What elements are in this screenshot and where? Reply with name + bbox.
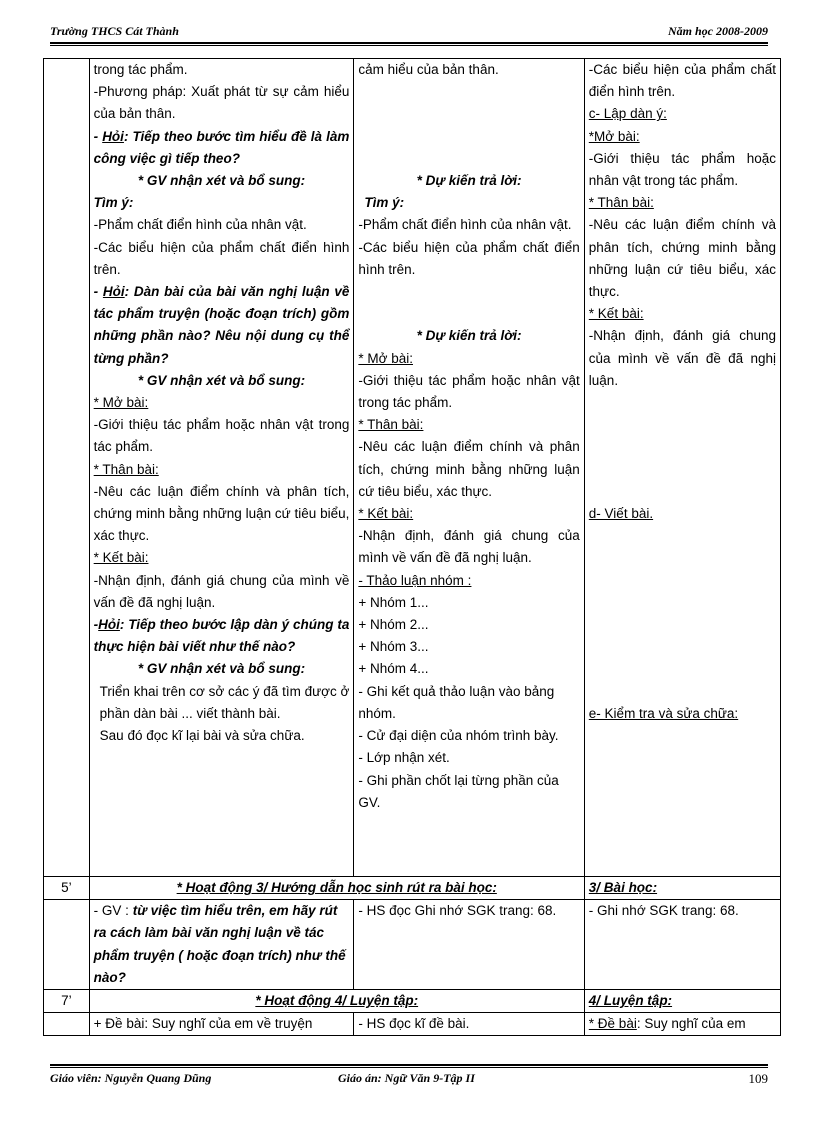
activity-title: * Hoạt động 3/ Hướng dẫn học sinh rút ra bài học:	[89, 877, 584, 900]
teacher-activity-cell: + Đề bài: Suy nghĩ của em về truyện	[89, 1013, 354, 1036]
page-number: 109	[748, 1071, 768, 1086]
activity-title: * Hoạt động 4/ Luyện tập:	[89, 990, 584, 1013]
footer-rule-thin	[50, 1067, 768, 1068]
student-activity-cell: cảm hiểu của bản thân. * Dự kiến trả lời: Tìm ý: -Phẩm chất điển hình của nhân vật. -Các biểu hiện của phẩm chất điển hình trên. * Dự kiến trả lời: * Mở bài: -Giới thiệu tác phẩm hoặc nhân vật trong tác phẩm. * Thân bài: -Nêu các luận điểm chính và phân tích, chứng minh bằng những luận cứ tiêu biểu, xác thực. * Kết bài: -Nhận định, đánh giá chung của mình về vấn đề đã nghị luận. - Thảo luận nhóm : + Nhóm 1... + Nhóm 2... + Nhóm 3... + Nhóm 4... - Ghi kết quả thảo luận vào bảng nhóm. - Cử đại diện của nhóm trình bày. - Lớp nhận xét. - Ghi phần chốt lại từng phần của GV.	[354, 59, 584, 877]
lesson-plan-title: Giáo án: Ngữ Văn 9-Tập II	[338, 1071, 475, 1085]
teacher-activity-cell: trong tác phẩm. -Phương pháp: Xuất phát từ sự cảm hiểu của bản thân. - Hỏi: Tiếp theo bước tìm hiểu đề là làm công việc gì tiếp theo? * GV nhận xét và bổ sung: Tìm ý: -Phẩm chất điển hình của nhân vật. -Các biểu hiện của phẩm chất điển hình trên. - Hỏi: Dàn bài của bài văn nghị luận về tác phẩm truyện (hoặc đoạn trích) gồm những phần nào? Nêu nội dung cụ thể từng phần? * GV nhận xét và bổ sung: * Mở bài: -Giới thiệu tác phẩm hoặc nhân vật trong tác phẩm. * Thân bài: -Nêu các luận điểm chính và phân tích, chứng minh bằng những luận cứ tiêu biểu, xác thực. * Kết bài: -Nhận định, đánh giá chung của mình về vấn đề đã nghị luận. -Hỏi: Tiếp theo bước lập dàn ý chúng ta thực hiện bài viết như thế nào? * GV nhận xét và bổ sung: Triển khai trên cơ sở các ý đã tìm được ở phần dàn bài ... viết thành bài. Sau đó đọc kĩ lại bài và sửa chữa.	[89, 59, 354, 877]
content-cell: * Đề bài: Suy nghĩ của em	[584, 1013, 780, 1036]
lesson-table	[43, 58, 781, 1036]
school-name: Trường THCS Cát Thành	[50, 24, 179, 38]
time-cell	[44, 59, 90, 877]
section-title: 4/ Luyện tập:	[584, 990, 780, 1013]
time-cell	[44, 900, 90, 990]
table-row	[44, 990, 781, 1013]
student-activity-cell: - HS đọc kĩ đề bài.	[354, 1013, 584, 1036]
content-cell: - Ghi nhớ SGK trang: 68.	[584, 900, 780, 990]
page-header	[50, 24, 768, 40]
table-row	[44, 1013, 781, 1036]
header-rule	[50, 42, 768, 44]
teacher-activity-cell: - GV : từ việc tìm hiểu trên, em hãy rút ra cách làm bài văn nghị luận về tác phẩm truyện ( hoặc đoạn trích) như thế nào?	[89, 900, 354, 990]
footer-rule	[50, 1064, 768, 1066]
table-row	[44, 59, 781, 877]
content-cell: -Các biểu hiện của phẩm chất điển hình trên. c- Lập dàn ý: *Mở bài: -Giới thiệu tác phẩm hoặc nhân vật trong tác phẩm. * Thân bài: -Nêu các luận điểm chính và phân tích, chứng minh bằng những luận cứ tiêu biểu, xác thực. * Kết bài: -Nhận định, đánh giá chung của mình về vấn đề đã nghị luận. d- Viết bài. e- Kiểm tra và sửa chữa:	[584, 59, 780, 877]
teacher-name: Giáo viên: Nguyễn Quang Dũng	[50, 1071, 212, 1085]
time-cell: 5’	[44, 877, 90, 900]
question-label: - Hỏi:	[93, 128, 129, 144]
page-footer	[50, 1071, 768, 1087]
time-cell	[44, 1013, 90, 1036]
header-rule-thin	[50, 45, 768, 46]
student-activity-cell: - HS đọc Ghi nhớ SGK trang: 68.	[354, 900, 584, 990]
time-cell: 7’	[44, 990, 90, 1013]
table-row	[44, 900, 781, 990]
school-year: Năm học 2008-2009	[668, 24, 768, 38]
section-title: 3/ Bài học:	[584, 877, 780, 900]
table-row	[44, 877, 781, 900]
